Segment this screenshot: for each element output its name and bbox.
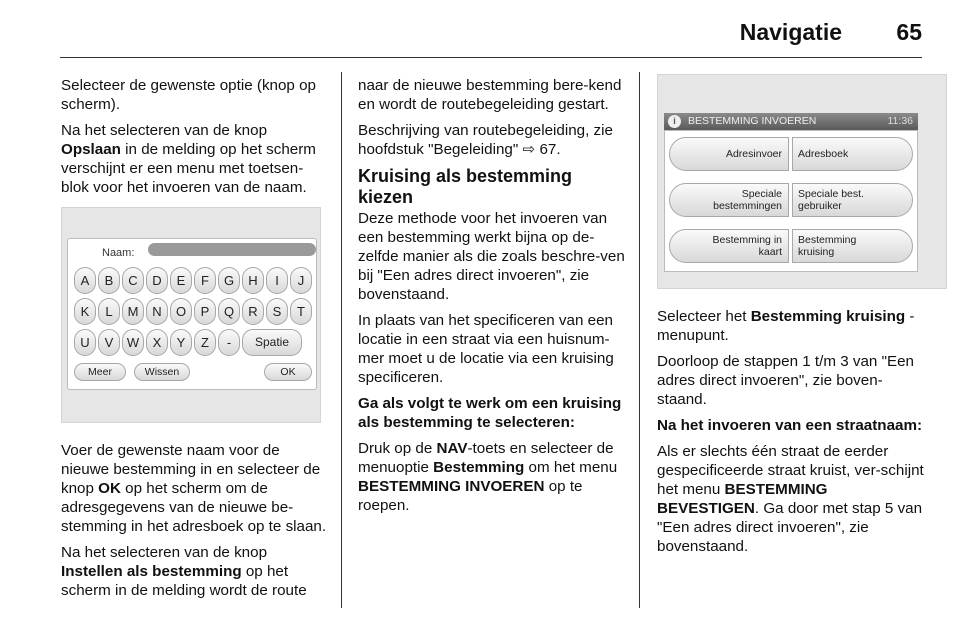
paragraph: Ga als volgt te werk om een kruising als bestemming te selecteren: [358,395,622,431]
menu-body [664,130,918,272]
keyboard-key[interactable]: K [74,298,96,325]
ok-button[interactable]: OK [264,363,312,381]
column-2 [358,76,628,522]
keyboard-panel [67,238,317,390]
reference-arrow-icon: ⇨ [522,141,536,158]
keyboard-key[interactable]: Z [194,329,216,356]
keyboard-key[interactable]: N [146,298,168,325]
address-entry-button[interactable]: Adresinvoer [669,137,789,171]
keyboard-key[interactable]: L [98,298,120,325]
paragraph: Na het invoeren van een straatnaam: [657,417,923,434]
name-label: Naam: [102,247,135,259]
address-book-button[interactable]: Adresboek [792,137,913,171]
paragraph: Na het selecteren van de knop Opslaan in de melding op het scherm verschijnt er een menu met toetsen-blok voor het invoeren van de naam. [61,122,316,196]
keyboard-key[interactable]: B [98,267,120,294]
paragraph: In plaats van het specificeren van een locatie in een straat via een huisnum-mer moet u de locatie via een kruising specificeren. [358,312,614,386]
menu-title: BESTEMMING INVOEREN [688,115,817,127]
user-special-destinations-button[interactable]: Speciale best. gebruiker [792,183,913,217]
more-button[interactable]: Meer [74,363,126,381]
keyboard-key[interactable]: M [122,298,144,325]
keyboard-key[interactable]: Y [170,329,192,356]
destination-intersection-button[interactable]: Bestemming kruising [792,229,913,263]
page-number: 65 [896,19,922,45]
page-header [0,0,960,60]
clear-button[interactable]: Wissen [134,363,190,381]
paragraph: Als er slechts één straat de eerder gespecificeerde straat kruist, ver-schijnt het menu BESTEMMING BEVESTIGEN. Ga door met stap 5 van "Een adres direct invoeren", zie bovenstaand. [657,443,924,555]
keyboard-row [74,267,312,294]
keyboard-row [74,298,312,325]
space-key[interactable]: Spatie [242,329,302,356]
paragraph: Beschrijving van routebegeleiding, zie hoofdstuk "Begeleiding" ⇨ 67. [358,122,613,158]
paragraph: naar de nieuwe bestemming bere-kend en wordt de routebegeleiding gestart. [358,77,622,113]
paragraph: Deze methode voor het invoeren van een bestemming werkt bijna op de-zelfde manier als die zoals beschre-ven bij "Een adres direct invoeren", zie bovenstaand. [358,210,625,303]
keyboard-key[interactable]: A [74,267,96,294]
special-destinations-button[interactable]: Speciale bestemmingen [669,183,789,217]
keyboard-key[interactable]: C [122,267,144,294]
paragraph: Voer de gewenste naam voor de nieuwe bestemming in en selecteer de knop OK op het scherm om de adresgegevens van de nieuwe be-stemming in het adresboek op te slaan. [61,442,327,535]
column-1 [61,76,329,607]
keyboard-key[interactable]: S [266,298,288,325]
paragraph: Na het selecteren van de knop Instellen als bestemming op het scherm in de melding wordt de route [61,544,307,599]
header-divider [60,57,922,58]
keyboard-key[interactable]: V [98,329,120,356]
column-divider [639,72,640,608]
chapter-title: Navigatie [739,19,842,45]
paragraph: Selecteer de gewenste optie (knop op scherm). [61,77,316,113]
keyboard-key[interactable]: H [242,267,264,294]
keyboard-row [74,329,302,356]
keyboard-key[interactable]: I [266,267,288,294]
keyboard-key[interactable]: J [290,267,312,294]
keyboard-key[interactable]: T [290,298,312,325]
paragraph: Druk op de NAV-toets en selecteer de menuoptie Bestemming om het menu BESTEMMING INVOEREN op te roepen. [358,440,618,514]
keyboard-key[interactable]: U [74,329,96,356]
keyboard-key[interactable]: O [170,298,192,325]
keyboard-key[interactable]: - [218,329,240,356]
keyboard-key[interactable]: D [146,267,168,294]
paragraph: Doorloop de stappen 1 t/m 3 van "Een adres direct invoeren", zie boven-staand. [657,353,914,408]
keyboard-key[interactable]: P [194,298,216,325]
section-heading: Kruising als bestemming kiezen [358,166,573,207]
column-3 [657,60,927,563]
keyboard-key[interactable]: R [242,298,264,325]
destination-in-map-button[interactable]: Bestemming in kaart [669,229,789,263]
keyboard-key[interactable]: G [218,267,240,294]
keyboard-key[interactable]: W [122,329,144,356]
keyboard-screenshot [61,207,321,423]
info-icon: i [668,115,681,128]
keyboard-key[interactable]: F [194,267,216,294]
menu-title-bar [664,113,918,130]
keyboard-key[interactable]: X [146,329,168,356]
keyboard-key[interactable]: Q [218,298,240,325]
paragraph: Selecteer het Bestemming kruising - menupunt. [657,308,915,344]
clock: 11:36 [887,115,913,127]
column-divider [341,72,342,608]
name-input[interactable] [148,243,316,256]
destination-menu-screenshot [657,74,947,289]
keyboard-key[interactable]: E [170,267,192,294]
